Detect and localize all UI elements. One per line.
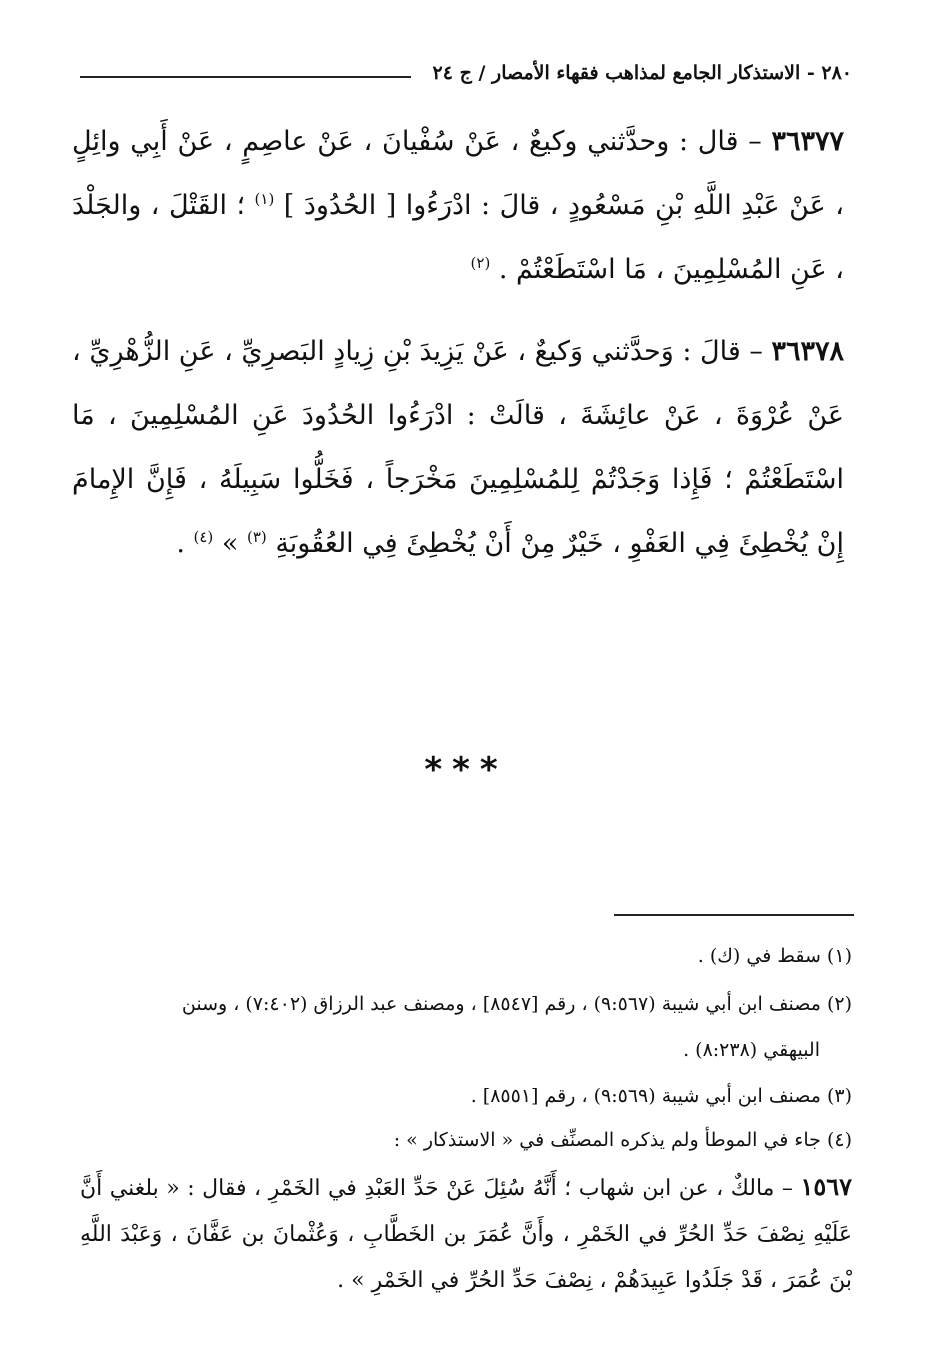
footnote-4-quote (80, 1164, 852, 1304)
hadith-number: ٣٦٣٧٨ (771, 336, 844, 367)
hadith-paragraph (72, 110, 844, 302)
footnote-ref: (٣) (246, 528, 267, 546)
hadith-text-end: . (176, 528, 194, 559)
section-separator: *** (424, 750, 508, 790)
hadith-number: ٣٦٣٧٧ (771, 126, 844, 157)
footnote-1: (١) سقط في (ك) . (697, 945, 852, 967)
header-rule (80, 76, 411, 78)
footnote-rule (614, 914, 854, 916)
footnote-2: (٢) مصنف ابن أبي شيبة (٩:٥٦٧) ، رقم [٨٥٤٧] ، ومصنف عبد الرزاق (٧:٤٠٢) ، وسنن (181, 993, 852, 1015)
footnote-3: (٣) مصنف ابن أبي شيبة (٩:٥٦٩) ، رقم [٨٥٥١] . (470, 1085, 852, 1107)
footnote-4: (٤) جاء في الموطأ ولم يذكره المصنِّف في « الاستذكار » : (393, 1129, 852, 1151)
hadith-text: – قال : وحدَّثني وكيعٌ ، عَنْ سُفْيانَ ، عَنْ عاصِمٍ ، عَنْ أَبِي وائِلٍ ، عَنْ عَبْدِ اللَّهِ بْنِ مَسْعُودٍ ، قالَ : ادْرَءُوا [ الحُدُودَ ] (72, 126, 844, 221)
hadith-paragraph (72, 320, 844, 576)
hadith-text: » (213, 528, 247, 559)
muwatta-text: – مالكٌ ، عن ابن شهاب ؛ أَنَّهُ سُئِلَ عَنْ حَدِّ العَبْدِ في الخَمْرِ ، فقال : « بلغني أَنَّ عَلَيْهِ نِصْفَ حَدِّ الحُرِّ في الخَمْرِ ، وأَنَّ عُمَرَ بن الخَطَّابِ ، وَعُثْمانَ بن عَفَّانَ ، وَعَبْدَ اللَّهِ بْنَ عُمَرَ ، قَدْ جَلَدُوا عَبِيدَهُمْ ، نِصْفَ حَدِّ الحُرِّ في الخَمْرِ » . (80, 1176, 852, 1293)
page-header (80, 56, 852, 90)
footnote-2-continued: البيهقي (٨:٢٣٨) . (683, 1039, 820, 1061)
hadith-text: – قالَ : وَحدَّثني وَكيعٌ ، عَنْ يَزِيدَ بْنِ زِيادٍ البَصرِيِّ ، عَنِ الزُّهْرِيِّ ، عَنْ عُرْوَةَ ، عَنْ عائِشَةَ ، قالَتْ : ادْرَءُوا الحُدُودَ عَنِ المُسْلِمِينَ ، مَا اسْتَطَعْتُمْ ؛ فَإِذا وَجَدْتُمْ لِلمُسْلِمِينَ مَخْرَجاً ، فَخَلُّوا سَبِيلَهُ ، فَإِنَّ الإِمامَ إِنْ يُخْطِئَ فِي العَفْوِ ، خَيْرٌ مِنْ أَنْ يُخْطِئَ فِي العُقُوبَةِ (72, 336, 844, 559)
muwatta-number: ١٥٦٧ (800, 1172, 852, 1201)
hadith-text: ؛ القَتْلَ ، والجَلْدَ ، عَنِ المُسْلِمِينَ ، مَا اسْتَطَعْتُمْ . (72, 190, 844, 285)
footnote-ref: (٤) (193, 528, 214, 546)
running-header-title: ٢٨٠ - الاستذكار الجامع لمذاهب فقهاء الأمصار / ج ٢٤ (432, 62, 852, 84)
footnote-ref: (٢) (470, 254, 491, 272)
footnote-ref: (١) (254, 190, 275, 208)
